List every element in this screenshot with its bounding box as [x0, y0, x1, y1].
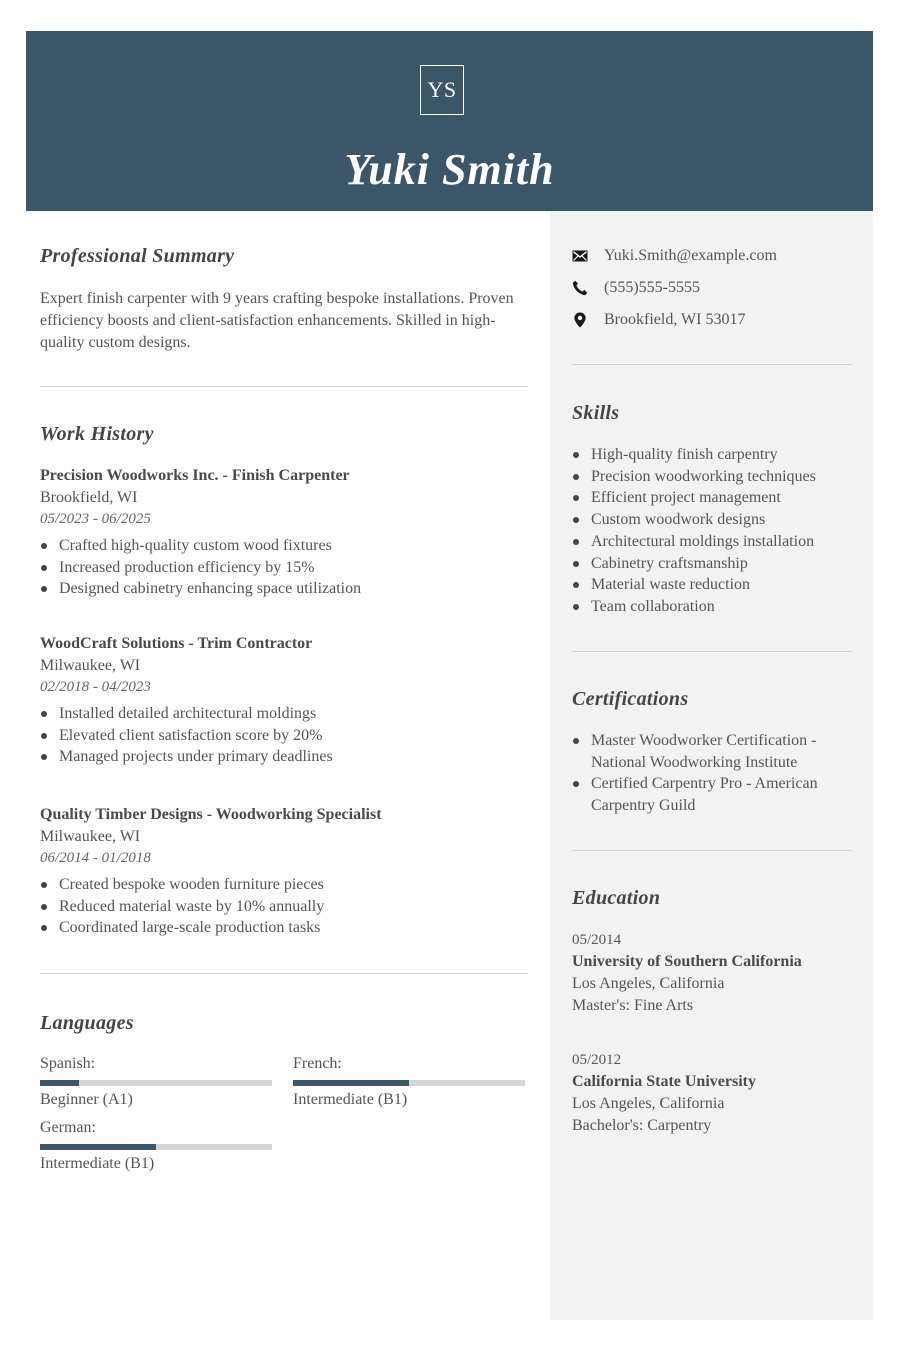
certifications-heading: Certifications	[572, 688, 689, 710]
job-title: Quality Timber Designs - Woodworking Specialist	[40, 806, 382, 823]
skill-item: Team collaboration	[572, 596, 862, 618]
language-name: German:	[40, 1119, 96, 1136]
job-dates: 06/2014 - 01/2018	[40, 850, 151, 866]
envelope-icon	[572, 248, 588, 264]
job-dates: 02/2018 - 04/2023	[40, 679, 151, 695]
education-school: California State University	[572, 1073, 756, 1090]
certification-item: Certified Carpentry Pro - American Carpentry Guild	[572, 773, 832, 816]
skill-item: Cabinetry craftsmanship	[572, 553, 862, 575]
job-dates: 05/2023 - 06/2025	[40, 511, 151, 527]
language-item	[293, 1054, 525, 1111]
job-location: Milwaukee, WI	[40, 657, 141, 674]
job-bullets	[40, 703, 540, 768]
education-date: 05/2014	[572, 932, 622, 948]
summary-heading: Professional Summary	[40, 245, 235, 267]
skill-item: Material waste reduction	[572, 574, 862, 596]
job-bullet: Managed projects under primary deadlines	[40, 746, 540, 768]
certifications-list	[572, 730, 832, 817]
job-bullets	[40, 874, 540, 939]
contact-phone: (555)555-5555	[604, 279, 700, 296]
contact-address: Brookfield, WI 53017	[604, 311, 746, 328]
certification-item: Master Woodworker Certification - National Woodworking Institute	[572, 730, 832, 773]
job-bullet: Installed detailed architectural moldings	[40, 703, 540, 725]
education-entry	[572, 929, 862, 1017]
language-bar	[40, 1080, 272, 1086]
section-divider	[572, 364, 852, 365]
language-bar-fill	[293, 1080, 409, 1086]
location-pin-icon	[572, 312, 588, 328]
section-divider	[40, 386, 528, 387]
contact-phone-row	[572, 272, 862, 304]
resume-page	[26, 31, 873, 1320]
contact-email-row	[572, 240, 862, 272]
language-item	[40, 1054, 272, 1111]
job-entry	[40, 465, 540, 600]
language-name: Spanish:	[40, 1055, 96, 1072]
education-school: University of Southern California	[572, 953, 802, 970]
education-date: 05/2012	[572, 1052, 622, 1068]
education-location: Los Angeles, California	[572, 975, 725, 992]
job-bullet: Crafted high-quality custom wood fixtures	[40, 535, 540, 557]
language-bar	[40, 1144, 272, 1150]
work-history-heading: Work History	[40, 423, 154, 445]
job-location: Milwaukee, WI	[40, 828, 141, 845]
skills-heading: Skills	[572, 402, 620, 424]
education-entry	[572, 1049, 862, 1137]
job-title: WoodCraft Solutions - Trim Contractor	[40, 635, 313, 652]
language-bar	[293, 1080, 525, 1086]
contact-email: Yuki.Smith@example.com	[604, 247, 777, 264]
summary-text: Expert finish carpenter with 9 years crafting bespoke installations. Proven efficiency boosts and client-satisfaction enhancements. Skilled in high-quality custom designs.	[40, 290, 514, 351]
job-bullet: Designed cabinetry enhancing space utilization	[40, 578, 540, 600]
job-entry	[40, 804, 540, 939]
languages-heading: Languages	[40, 1012, 134, 1034]
job-title: Precision Woodworks Inc. - Finish Carpenter	[40, 467, 350, 484]
section-divider	[572, 850, 852, 851]
job-bullet: Coordinated large-scale production tasks	[40, 917, 540, 939]
skill-item: Precision woodworking techniques	[572, 466, 862, 488]
section-divider	[572, 651, 852, 652]
job-bullet: Increased production efficiency by 15%	[40, 557, 540, 579]
contact-address-row	[572, 304, 862, 336]
language-bar-fill	[40, 1080, 79, 1086]
language-level: Beginner (A1)	[40, 1091, 133, 1108]
language-level: Intermediate (B1)	[293, 1091, 408, 1108]
language-level: Intermediate (B1)	[40, 1155, 155, 1172]
skill-item: Custom woodwork designs	[572, 509, 862, 531]
monogram-badge: YS	[420, 65, 464, 115]
job-location: Brookfield, WI	[40, 489, 138, 506]
contact-info	[572, 240, 862, 336]
education-heading: Education	[572, 887, 661, 909]
skill-item: High-quality finish carpentry	[572, 444, 862, 466]
job-entry	[40, 633, 540, 768]
education-degree: Master's: Fine Arts	[572, 997, 694, 1014]
phone-icon	[572, 280, 588, 296]
skill-item: Efficient project management	[572, 487, 862, 509]
education-location: Los Angeles, California	[572, 1095, 725, 1112]
job-bullets	[40, 535, 540, 600]
job-bullet: Reduced material waste by 10% annually	[40, 896, 540, 918]
candidate-name: Yuki Smith	[344, 145, 555, 194]
language-bar-fill	[40, 1144, 156, 1150]
skills-list	[572, 444, 862, 618]
language-name: French:	[293, 1055, 342, 1072]
skill-item: Architectural moldings installation	[572, 531, 862, 553]
education-degree: Bachelor's: Carpentry	[572, 1117, 712, 1134]
job-bullet: Created bespoke wooden furniture pieces	[40, 874, 540, 896]
language-item	[40, 1118, 272, 1175]
job-bullet: Elevated client satisfaction score by 20%	[40, 725, 540, 747]
resume-header	[26, 31, 873, 211]
section-divider	[40, 973, 528, 974]
